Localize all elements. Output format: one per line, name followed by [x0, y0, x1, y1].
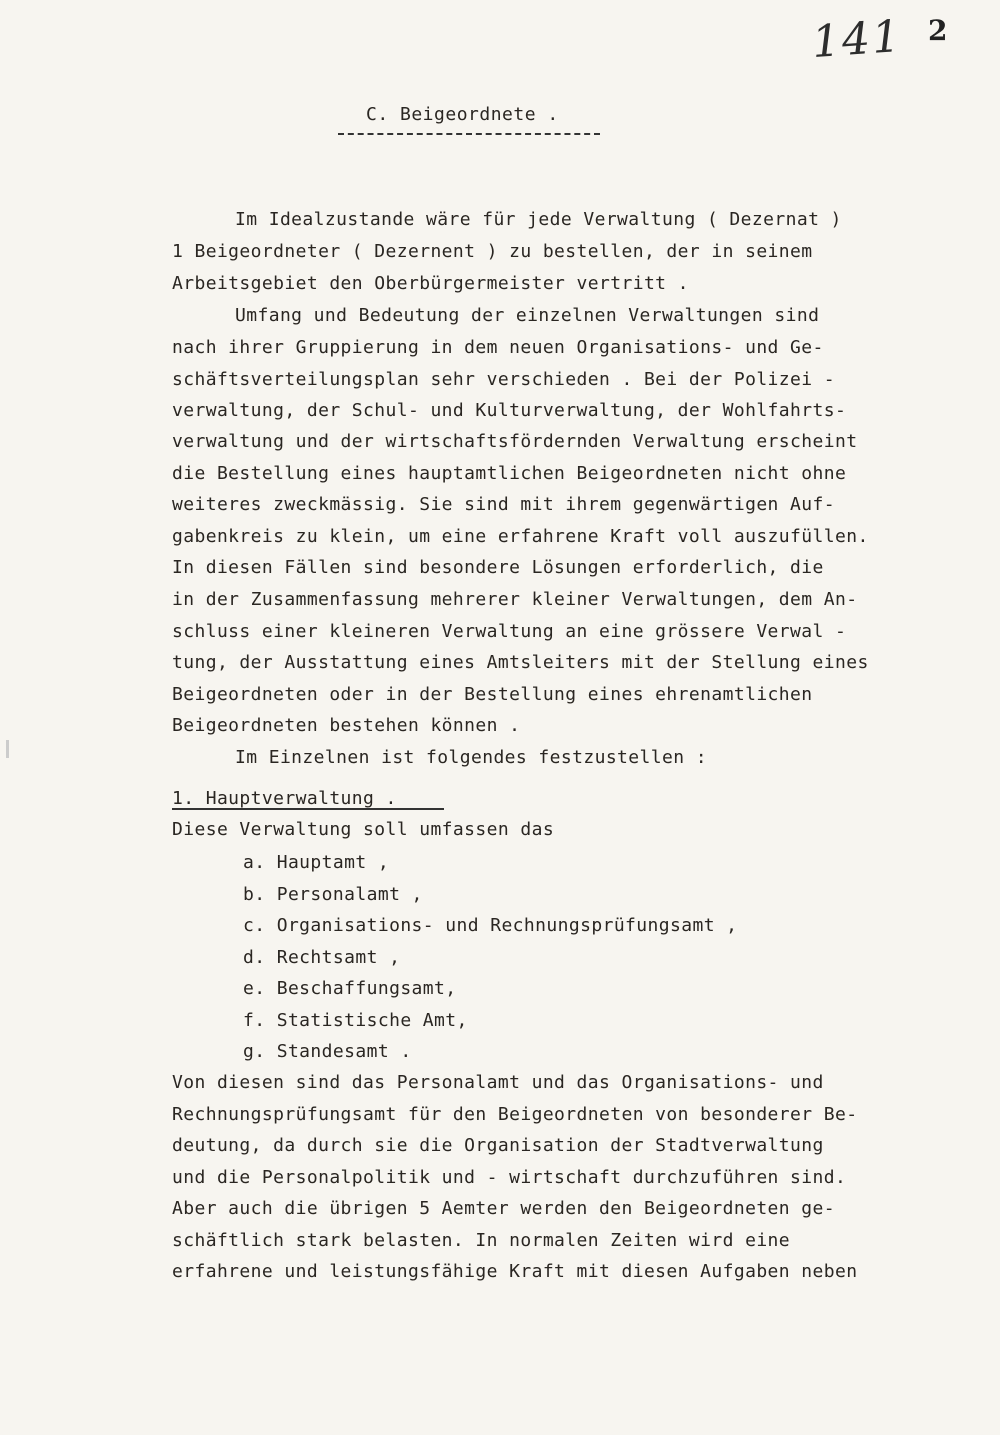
paragraph-line: In diesen Fällen sind besondere Lösungen erforderlich, die [172, 557, 824, 578]
paragraph-line: Aber auch die übrigen 5 Aemter werden den Beigeordneten ge- [172, 1198, 835, 1219]
paragraph-line: und die Personalpolitik und - wirtschaft durchzuführen sind. [172, 1167, 847, 1188]
paragraph-line: 1 Beigeordneter ( Dezernent ) zu bestellen, der in seinem [172, 241, 813, 262]
paragraph-line: verwaltung und der wirtschaftsfördernden Verwaltung erscheint [172, 431, 858, 452]
list-item: g. Standesamt . [243, 1041, 412, 1062]
paragraph-line: weiteres zweckmässig. Sie sind mit ihrem gegenwärtigen Auf- [172, 494, 835, 515]
paragraph-line: Von diesen sind das Personalamt und das Organisations- und [172, 1072, 824, 1093]
list-item: a. Hauptamt , [243, 852, 390, 873]
list-item: c. Organisations- und Rechnungsprüfungsamt , [243, 915, 738, 936]
page-number: 2 [928, 14, 948, 47]
section-heading: 1. Hauptverwaltung . [172, 788, 397, 809]
paragraph-line: tung, der Ausstattung eines Amtsleiters mit der Stellung eines [172, 652, 869, 673]
paragraph-line: Im Einzelnen ist folgendes festzustellen : [235, 747, 707, 768]
list-item: f. Statistische Amt, [243, 1010, 468, 1031]
paragraph-line: die Bestellung eines hauptamtlichen Beigeordneten nicht ohne [172, 463, 847, 484]
paragraph-line: schluss einer kleineren Verwaltung an eine grössere Verwal - [172, 621, 847, 642]
section-title: C. Beigeordnete . [366, 104, 559, 125]
scan-edge-mark [6, 740, 9, 758]
paragraph-line: Arbeitsgebiet den Oberbürgermeister vertritt . [172, 273, 689, 294]
heading-underline [172, 808, 444, 810]
paragraph-line: Beigeordneten oder in der Bestellung eines ehrenamtlichen [172, 684, 813, 705]
title-underline [338, 133, 600, 135]
paragraph-line: nach ihrer Gruppierung in dem neuen Organisations- und Ge- [172, 337, 824, 358]
paragraph-line: Rechnungsprüfungsamt für den Beigeordneten von besonderer Be- [172, 1104, 858, 1125]
paragraph-line: schäftlich stark belasten. In normalen Zeiten wird eine [172, 1230, 791, 1251]
list-item: d. Rechtsamt , [243, 947, 401, 968]
paragraph-line: verwaltung, der Schul- und Kulturverwaltung, der Wohlfahrts- [172, 400, 847, 421]
paragraph-line: Im Idealzustande wäre für jede Verwaltung ( Dezernat ) [235, 209, 842, 230]
paragraph-line: deutung, da durch sie die Organisation der Stadtverwaltung [172, 1135, 824, 1156]
section-intro: Diese Verwaltung soll umfassen das [172, 819, 555, 840]
paragraph-line: schäftsverteilungsplan sehr verschieden . Bei der Polizei - [172, 369, 835, 390]
paragraph-line: Umfang und Bedeutung der einzelnen Verwaltungen sind [235, 305, 820, 326]
paragraph-line: gabenkreis zu klein, um eine erfahrene Kraft voll auszufüllen. [172, 526, 869, 547]
paragraph-line: Beigeordneten bestehen können . [172, 715, 521, 736]
paragraph-line: in der Zusammenfassung mehrerer kleiner Verwaltungen, dem An- [172, 589, 858, 610]
paragraph-line: erfahrene und leistungsfähige Kraft mit diesen Aufgaben neben [172, 1261, 858, 1282]
handwritten-folio-number: 141 [810, 10, 904, 69]
list-item: b. Personalamt , [243, 884, 423, 905]
list-item: e. Beschaffungsamt, [243, 978, 457, 999]
